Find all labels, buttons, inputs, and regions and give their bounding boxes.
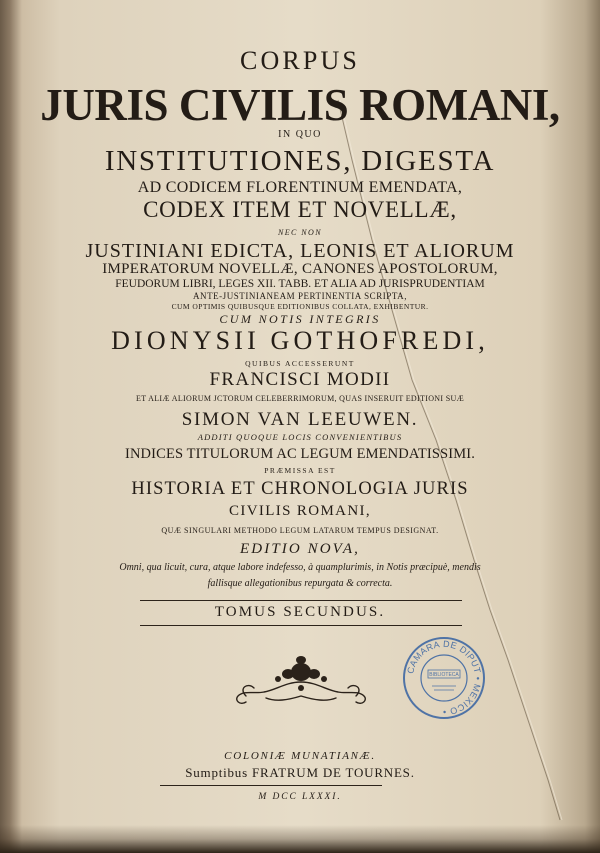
text-nec-non: NEC NON [277, 228, 323, 237]
imprint-publisher: Sumptibus FRATRUM DE TOURNES. [185, 765, 415, 780]
text-cum-optimis: CUM OPTIMIS QUIBUSQUE EDITIONIBUS COLLATA, EXHIBENTUR. [171, 302, 429, 311]
text-falsisque: fallisque allegationibus repurgata & correcta. [207, 578, 393, 589]
title-francisci-modii: FRANCISCI MODII [209, 369, 391, 390]
title-historia: HISTORIA ET CHRONOLOGIA JURIS [131, 479, 469, 499]
title-codex-item: CODEX ITEM ET NOVELLÆ, [143, 197, 457, 222]
title-institutiones: INSTITUTIONES, DIGESTA [104, 145, 496, 177]
text-imperatorum: IMPERATORUM NOVELLÆ, CANONES APOSTOLORUM, [102, 261, 498, 277]
text-editio-nova: EDITIO NOVA, [240, 541, 360, 557]
text-feudorum-libri: FEUDORUM LIBRI, LEGES XII. TABB. ET ALIA AD JURISPRUDENTIAM [115, 278, 485, 290]
text-quibus-accesserunt: QUIBUS ACCESSERUNT [245, 359, 355, 368]
title-juris-civilis-romani: JURIS CIVILIS ROMANI, [40, 80, 560, 130]
volume-rule-bottom [140, 625, 462, 626]
text-quae-singulari: QUÆ SINGULARI METHODO LEGUM LATARUM TEMPUS DESIGNAT. [161, 526, 439, 535]
volume-rule-top [140, 600, 462, 601]
title-corpus: CORPUS [240, 46, 360, 75]
printer-ornament-icon [226, 652, 376, 708]
text-in-quo: IN QUO [278, 129, 322, 140]
title-civilis-romani: CIVILIS ROMANI, [229, 503, 371, 519]
text-ad-codicem: AD CODICEM FLORENTINUM EMENDATA, [137, 179, 463, 196]
text-omni-qua-licuit: Omni, qua licuit, cura, atque labore indefesso, à quamplurimis, in Notis præcipuè, mendis [119, 562, 481, 573]
imprint-place: COLONIÆ MUNATIANÆ. [224, 750, 376, 762]
text-cum-notis: CUM NOTIS INTEGRIS [219, 312, 381, 326]
stamp-ring-text: CAMARA DE DIPUT • MEXICO • [405, 638, 484, 718]
title-justiniani-edicta: JUSTINIANI EDICTA, LEONIS ET ALIORUM [85, 240, 515, 262]
text-ante-justinianeam: ANTE-JUSTINIANEAM PERTINENTIA SCRIPTA, [192, 291, 407, 301]
text-additi-quoque: ADDITI QUOQUE LOCIS CONVENIENTIBUS [197, 432, 403, 442]
title-simon-van-leeuwen: SIMON VAN LEEUWEN. [181, 409, 419, 430]
stamp-inner-text: BIBLIOTECA [429, 672, 459, 678]
text-praemissa-est: PRÆMISSA EST [264, 466, 336, 475]
volume-label: TOMUS SECUNDUS. [214, 604, 386, 620]
library-stamp-icon [402, 636, 486, 720]
imprint-year: M DCC LXXXI. [258, 792, 342, 802]
text-et-aliae: ET ALIÆ ALIORUM JCTORUM CELEBERRIMORUM, QUAS INSERUIT EDITIONI SUÆ [135, 394, 465, 403]
title-dionysii-gothofredi: DIONYSII GOTHOFREDI, [111, 326, 489, 355]
imprint-rule [160, 785, 382, 786]
text-indices-titulorum: INDICES TITULORUM AC LEGUM EMENDATISSIMI. [124, 446, 476, 462]
